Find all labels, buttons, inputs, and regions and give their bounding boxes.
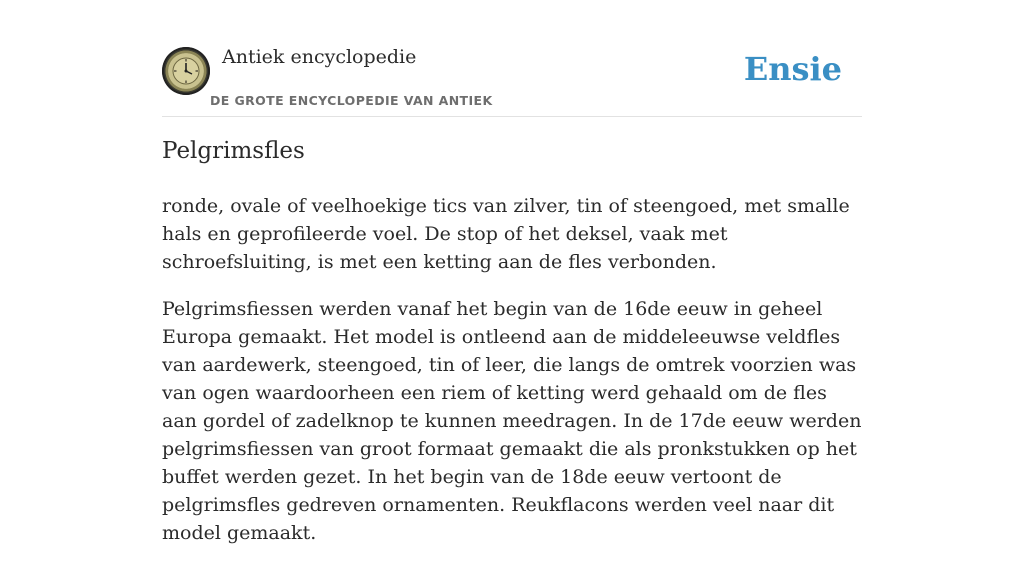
site-subtitle: DE GROTE ENCYCLOPEDIE VAN ANTIEK [210,93,493,108]
article-paragraph: ronde, ovale of veelhoekige tics van zilver, tin of steengoed, met smalle hals en geprofileerde voel. De stop of het deksel, vaak met schroefsluiting, is met een ketting aan de fles verbonden. [162,195,850,273]
page-title: Pelgrimsfles [162,138,305,164]
article-body [162,192,862,566]
clock-icon[interactable] [162,47,210,95]
site-title[interactable]: Antiek encyclopedie [222,46,417,68]
brand-logo-link[interactable]: Ensie [743,50,842,88]
site-header [162,40,862,117]
article-paragraph: Pelgrimsfiessen werden vanaf het begin van de 16de eeuw in geheel Europa gemaakt. Het model is ontleend aan de middeleeuwse veldfles van aardewerk, steengoed, tin of leer, die langs de omtrek voorzien was van ogen waardoorheen een riem of ketting werd gehaald om de fles aan gordel of zadelknop te kunnen meedragen. In de 17de eeuw werden pelgrimsfiessen van groot formaat gemaakt die als pronkstukken op het buffet werden gezet. In het begin van de 18de eeuw vertoont de pelgrimsfles gedreven ornamenten. Reukflacons werden veel naar dit model gemaakt. [162,298,862,544]
